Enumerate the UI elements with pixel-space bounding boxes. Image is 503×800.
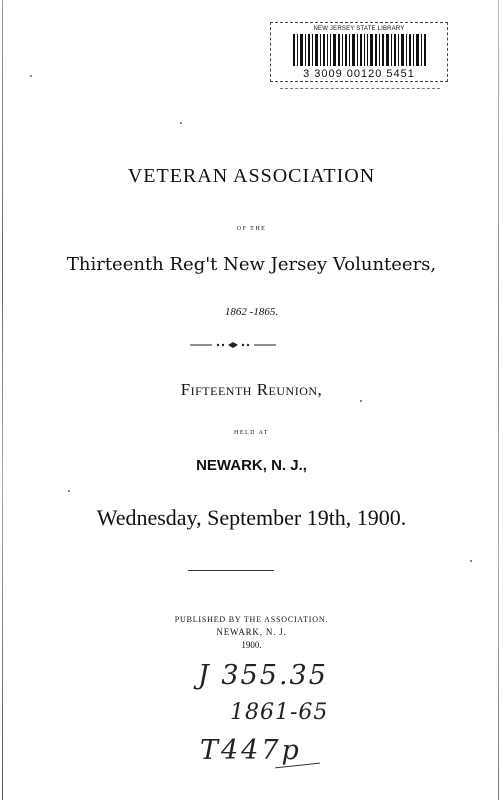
publisher-city: NEWARK, N. J.	[216, 627, 287, 637]
scan-edge-right	[498, 0, 499, 800]
scan-speck	[30, 75, 32, 77]
scan-speck	[180, 122, 182, 124]
reunion-heading: Fifteenth Reunion,	[180, 380, 323, 399]
reunion-date: Wednesday, September 19th, 1900.	[96, 505, 407, 530]
reunion-place: NEWARK, N. J.,	[196, 457, 307, 474]
of-the-text: OF THE	[236, 226, 267, 232]
divider-rule	[188, 570, 274, 571]
barcode-icon	[293, 34, 427, 66]
scan-speck	[68, 490, 70, 492]
scan-edge-left	[2, 0, 3, 800]
handwritten-cutter: T447p	[200, 735, 302, 766]
publisher-year: 1900.	[241, 640, 262, 650]
ornament-divider-icon	[190, 340, 276, 350]
library-barcode-label	[270, 22, 448, 82]
dashed-rule	[280, 88, 440, 89]
handwritten-years: 1861-65	[230, 700, 329, 725]
document-title: VETERAN ASSOCIATION	[127, 165, 376, 187]
handwritten-call-number: J 355.35	[198, 660, 328, 691]
barcode-caption: NEW JERSEY STATE LIBRARY	[313, 26, 405, 32]
held-at-text: HELD AT	[234, 430, 269, 436]
barcode-number: 3 3009 00120 5451	[303, 68, 415, 80]
regiment-name: Thirteenth Reg't New Jersey Volunteers,	[66, 254, 437, 275]
scan-speck	[360, 400, 362, 402]
years-range: 1862 -1865.	[224, 306, 279, 318]
publisher-line: PUBLISHED BY THE ASSOCIATION.	[174, 615, 329, 624]
scan-speck	[470, 560, 472, 562]
